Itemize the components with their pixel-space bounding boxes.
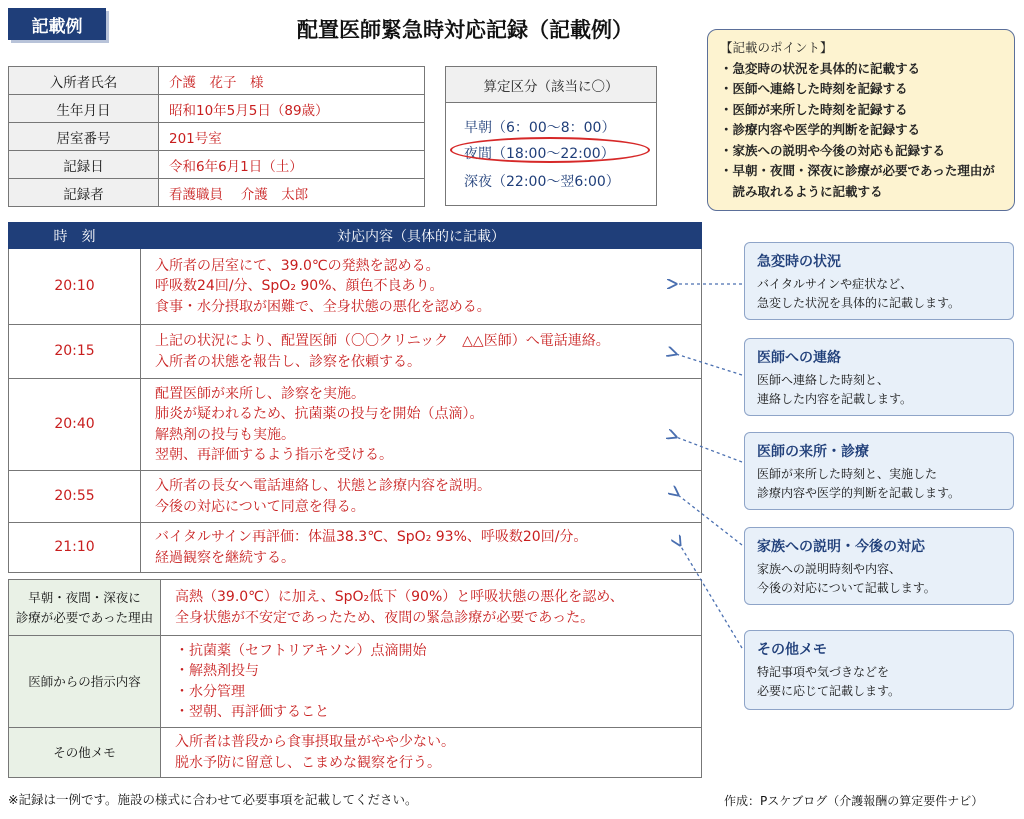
label-line: 診療が必要であった理由: [15, 609, 154, 625]
point-item: ・家族への説明や今後の対応も記録する: [720, 142, 946, 158]
table-row: [9, 471, 702, 523]
row-time: 20:10: [9, 249, 141, 325]
content-line: 解熱剤の投与も実施。: [155, 426, 295, 443]
info-value: 令和6年6月1日（土）: [159, 151, 425, 179]
info-row: [9, 179, 425, 207]
category-option-night: 夜間（18:00～22:00）: [464, 146, 615, 162]
point-item: 読み取れるように記載する: [720, 183, 883, 199]
note-line: 診療内容や医学的判断を記載します。: [757, 486, 961, 500]
content-line: 上記の状況により、配置医師（〇〇クリニック △△医師）へ電話連絡。: [155, 333, 610, 349]
info-value: 201号室: [159, 123, 425, 151]
content-line: 食事・水分摂取が困難で、全身状態の悪化を認める。: [155, 298, 491, 315]
row-content: [141, 325, 702, 379]
note-doctor-contact: [744, 338, 1014, 416]
info-value: 昭和10年5月5日（89歳）: [159, 95, 425, 123]
content-line: 経過観察を継続する。: [155, 549, 295, 566]
content-line: 肺炎が疑われるため、抗菌薬の投与を開始（点滴）。: [155, 406, 484, 422]
content-line: 脱水予防に留意し、こまめな観察を行う。: [175, 754, 441, 771]
summary-table: [8, 579, 702, 778]
info-label: 入所者氏名: [9, 67, 159, 95]
point-item: ・急変時の状況を具体的に記載する: [720, 60, 921, 76]
table-row: [9, 325, 702, 379]
row-content: [141, 523, 702, 573]
info-row: [9, 67, 425, 95]
col-header-time: 時 刻: [9, 223, 141, 249]
note-sudden-change: [744, 242, 1014, 320]
note-title: 医師の来所・診療: [757, 444, 869, 460]
content-line: 全身状態が不安定であったため、夜間の緊急診療が必要であった。: [175, 609, 595, 626]
note-line: 今後の対応について記載します。: [757, 581, 936, 595]
note-line: 特記事項や気づきなどを: [757, 665, 890, 679]
instructions-label: 医師からの指示内容: [9, 636, 161, 728]
info-row: [9, 95, 425, 123]
selected-circle: [450, 137, 650, 163]
resident-info-table: [8, 66, 425, 207]
label-line: 早朝・夜間・深夜に: [28, 589, 141, 605]
row-time: 20:40: [9, 379, 141, 471]
content-line: 配置医師が来所し、診察を実施。: [155, 385, 365, 402]
table-row: [9, 580, 702, 636]
content-line: 入所者の居室にて、39.0℃の発熱を認める。: [155, 257, 440, 274]
footer-note: ※記録は一例です。施設の様式に合わせて必要事項を記載してください。: [8, 792, 418, 807]
note-other-memo: [744, 630, 1014, 710]
table-row: [9, 636, 702, 728]
row-time: 20:15: [9, 325, 141, 379]
table-row: [9, 379, 702, 471]
response-record-table: [8, 222, 702, 573]
note-line: バイタルサインや症状など、: [757, 277, 913, 291]
page-title: 配置医師緊急時対応記録（記載例）: [297, 18, 633, 42]
content-line: 翌朝、再評価するよう指示を受ける。: [155, 447, 393, 463]
note-title: 急変時の状況: [757, 254, 841, 270]
content-line: 呼吸数24回/分、SpO₂ 90%、顔色不良あり。: [155, 278, 444, 295]
example-badge: 記載例: [8, 8, 106, 40]
reason-content: [161, 580, 702, 636]
info-label: 居室番号: [9, 123, 159, 151]
info-label: 記録日: [9, 151, 159, 179]
memo-label: その他メモ: [9, 728, 161, 778]
content-line: ・翌朝、再評価すること: [175, 704, 329, 720]
note-title: 医師への連絡: [757, 350, 841, 366]
note-line: 必要に応じて記載します。: [757, 684, 901, 698]
memo-content: [161, 728, 702, 778]
content-line: 入所者の長女へ電話連絡し、状態と診療内容を説明。: [155, 478, 491, 494]
row-time: 21:10: [9, 523, 141, 573]
reason-label: [9, 580, 161, 636]
billing-category-box: [445, 66, 657, 206]
table-row: [9, 728, 702, 778]
info-label: 生年月日: [9, 95, 159, 123]
content-line: 高熱（39.0℃）に加え、SpO₂低下（90%）と呼吸状態の悪化を認め、: [175, 589, 624, 605]
category-option-early: 早朝（6：00～8：00）: [464, 120, 616, 136]
note-line: 急変した状況を具体的に記載します。: [757, 296, 961, 310]
point-item: ・診療内容や医学的判断を記録する: [720, 122, 921, 137]
col-header-content: 対応内容（具体的に記載）: [141, 223, 702, 249]
info-row: [9, 151, 425, 179]
row-content: [141, 471, 702, 523]
category-option-latenight: 深夜（22:00～翌6:00）: [464, 174, 620, 190]
note-line: 医師へ連絡した時刻と、: [757, 373, 890, 387]
content-line: 今後の対応について同意を得る。: [155, 498, 365, 515]
note-line: 連絡した内容を記載します。: [757, 392, 913, 406]
note-line: 医師が来所した時刻と、実施した: [757, 467, 938, 481]
note-family-explanation: [744, 527, 1014, 605]
row-time: 20:55: [9, 471, 141, 523]
note-title: その他メモ: [757, 642, 827, 658]
info-row: [9, 123, 425, 151]
table-row: [9, 523, 702, 573]
point-item: ・早朝・夜間・深夜に診療が必要であった理由が: [720, 163, 995, 178]
content-line: ・水分管理: [175, 683, 245, 700]
row-content: [141, 249, 702, 325]
instructions-content: [161, 636, 702, 728]
info-value: 看護職員 介護 太郎: [159, 179, 425, 207]
info-label: 記録者: [9, 179, 159, 207]
content-line: 入所者は普段から食事摂取量がやや少ない。: [175, 734, 455, 750]
table-row: [9, 249, 702, 325]
key-points-box: [707, 29, 1015, 211]
note-title: 家族への説明・今後の対応: [757, 539, 925, 555]
point-item: ・医師へ連絡した時刻を記録する: [720, 81, 908, 96]
note-line: 家族への説明時刻や内容、: [757, 562, 902, 576]
content-line: ・解熱剤投与: [175, 663, 259, 679]
footer-credit: 作成：Pスケブログ（介護報酬の算定要件ナビ）: [724, 794, 984, 808]
info-value: 介護 花子 様: [159, 67, 425, 95]
content-line: ・抗菌薬（セフトリアキソン）点滴開始: [175, 642, 427, 659]
category-header: 算定区分（該当に〇）: [446, 67, 656, 103]
note-doctor-visit: [744, 432, 1014, 510]
point-item: ・医師が来所した時刻を記録する: [720, 101, 908, 117]
row-content: [141, 379, 702, 471]
content-line: 入所者の状態を報告し、診察を依頼する。: [155, 353, 421, 370]
content-line: バイタルサイン再評価：体温38.3℃、SpO₂ 93%、呼吸数20回/分。: [155, 529, 588, 545]
points-header: 【記載のポイント】: [720, 40, 833, 55]
